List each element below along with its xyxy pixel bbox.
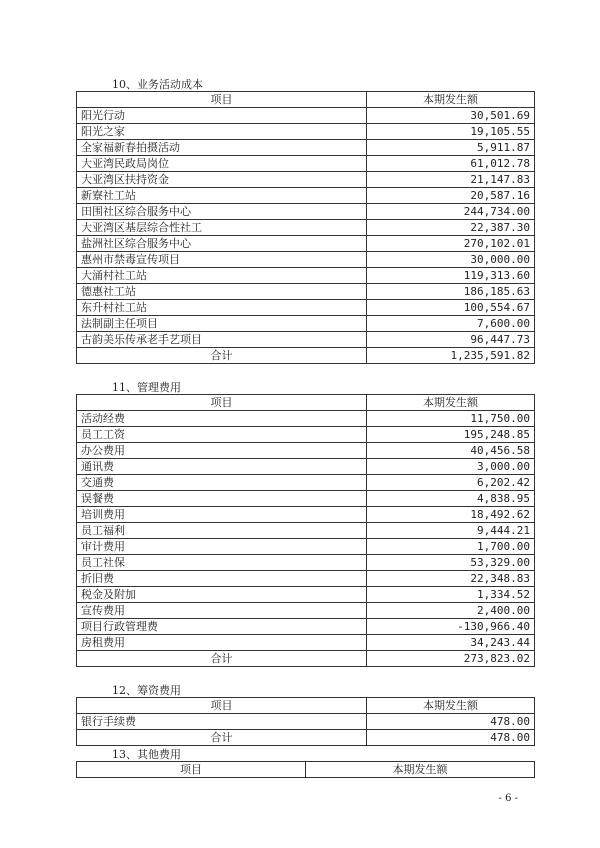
table-row	[77, 172, 535, 188]
row-amount: 22,348.83	[367, 571, 535, 587]
row-item: 培训费用	[77, 507, 367, 523]
table-row	[77, 316, 535, 332]
row-amount: 4,838.95	[367, 491, 535, 507]
table-row	[77, 188, 535, 204]
total-label: 合计	[77, 651, 367, 667]
row-amount: 3,000.00	[367, 459, 535, 475]
row-item: 活动经费	[77, 411, 367, 427]
total-row	[77, 730, 535, 746]
table-row	[77, 443, 535, 459]
row-item: 阳光之家	[77, 124, 367, 140]
table-row	[77, 427, 535, 443]
table-row	[77, 204, 535, 220]
column-header-item: 项目	[77, 395, 367, 411]
table-row	[77, 252, 535, 268]
row-amount: 5,911.87	[367, 140, 535, 156]
column-header-amount: 本期发生额	[306, 762, 535, 778]
row-item: 员工工资	[77, 427, 367, 443]
row-item: 全家福新春拍摄活动	[77, 140, 367, 156]
total-amount: 273,823.02	[367, 651, 535, 667]
table-row	[77, 523, 535, 539]
row-item: 项目行政管理费	[77, 619, 367, 635]
row-amount: 244,734.00	[367, 204, 535, 220]
business-cost-table	[76, 91, 535, 364]
header-row	[77, 395, 535, 411]
row-amount: 96,447.73	[367, 332, 535, 348]
row-amount: 186,185.63	[367, 284, 535, 300]
other-expense-table	[76, 761, 535, 778]
table-row	[77, 124, 535, 140]
column-header-item: 项目	[77, 698, 367, 714]
row-item: 员工福利	[77, 523, 367, 539]
table-row	[77, 571, 535, 587]
row-amount: 1,700.00	[367, 539, 535, 555]
row-item: 东升村社工站	[77, 300, 367, 316]
table-row	[77, 411, 535, 427]
column-header-amount: 本期发生额	[367, 395, 535, 411]
row-item: 大亚湾区基层综合性社工	[77, 220, 367, 236]
row-item: 员工社保	[77, 555, 367, 571]
table-row	[77, 236, 535, 252]
page-number: - 6 -	[498, 793, 518, 804]
total-row	[77, 651, 535, 667]
row-item: 德惠社工站	[77, 284, 367, 300]
row-item: 审计费用	[77, 539, 367, 555]
column-header-item: 项目	[77, 762, 306, 778]
table-row	[77, 555, 535, 571]
row-amount: 9,444.21	[367, 523, 535, 539]
section-10-title: 10、业务活动成本	[112, 78, 203, 91]
management-expense-table-body	[77, 395, 535, 667]
row-item: 大亚湾民政局岗位	[77, 156, 367, 172]
row-amount: -130,966.40	[367, 619, 535, 635]
row-item: 误餐费	[77, 491, 367, 507]
financing-expense-table	[76, 697, 535, 746]
row-amount: 20,587.16	[367, 188, 535, 204]
header-row	[77, 698, 535, 714]
row-amount: 21,147.83	[367, 172, 535, 188]
table-row	[77, 268, 535, 284]
row-amount: 22,387.30	[367, 220, 535, 236]
section-13-title: 13、其他费用	[112, 748, 181, 761]
total-row	[77, 348, 535, 364]
column-header-amount: 本期发生额	[367, 92, 535, 108]
total-amount: 478.00	[367, 730, 535, 746]
table-row	[77, 220, 535, 236]
row-amount: 7,600.00	[367, 316, 535, 332]
row-amount: 270,102.01	[367, 236, 535, 252]
table-row	[77, 539, 535, 555]
row-amount: 195,248.85	[367, 427, 535, 443]
table-row	[77, 284, 535, 300]
row-item: 办公费用	[77, 443, 367, 459]
section-11-title: 11、管理费用	[112, 381, 181, 394]
table-row	[77, 603, 535, 619]
row-amount: 478.00	[367, 714, 535, 730]
row-item: 惠州市禁毒宣传项目	[77, 252, 367, 268]
row-item: 银行手续费	[77, 714, 367, 730]
row-item: 盐洲社区综合服务中心	[77, 236, 367, 252]
financing-expense-table-body	[77, 698, 535, 746]
table-row	[77, 714, 535, 730]
row-amount: 1,334.52	[367, 587, 535, 603]
table-row	[77, 300, 535, 316]
row-amount: 19,105.55	[367, 124, 535, 140]
table-row	[77, 475, 535, 491]
row-amount: 100,554.67	[367, 300, 535, 316]
row-item: 房租费用	[77, 635, 367, 651]
total-amount: 1,235,591.82	[367, 348, 535, 364]
row-amount: 53,329.00	[367, 555, 535, 571]
other-expense-table-body	[77, 762, 535, 778]
row-item: 阳光行动	[77, 108, 367, 124]
row-item: 通讯费	[77, 459, 367, 475]
table-row	[77, 587, 535, 603]
row-item: 交通费	[77, 475, 367, 491]
header-row	[77, 762, 535, 778]
header-row	[77, 92, 535, 108]
management-expense-table	[76, 394, 535, 667]
row-amount: 61,012.78	[367, 156, 535, 172]
row-item: 折旧费	[77, 571, 367, 587]
row-item: 大亚湾区扶持资金	[77, 172, 367, 188]
total-label: 合计	[77, 348, 367, 364]
column-header-item: 项目	[77, 92, 367, 108]
table-row	[77, 491, 535, 507]
row-item: 田围社区综合服务中心	[77, 204, 367, 220]
table-row	[77, 507, 535, 523]
row-item: 法制副主任项目	[77, 316, 367, 332]
row-amount: 30,000.00	[367, 252, 535, 268]
row-item: 新寮社工站	[77, 188, 367, 204]
table-row	[77, 140, 535, 156]
row-amount: 30,501.69	[367, 108, 535, 124]
table-row	[77, 459, 535, 475]
column-header-amount: 本期发生额	[367, 698, 535, 714]
table-row	[77, 108, 535, 124]
row-amount: 119,313.60	[367, 268, 535, 284]
table-row	[77, 156, 535, 172]
table-row	[77, 332, 535, 348]
row-amount: 2,400.00	[367, 603, 535, 619]
table-row	[77, 619, 535, 635]
total-label: 合计	[77, 730, 367, 746]
row-amount: 40,456.58	[367, 443, 535, 459]
row-item: 大涌村社工站	[77, 268, 367, 284]
row-item: 古韵美乐传承老手艺项目	[77, 332, 367, 348]
table-row	[77, 635, 535, 651]
business-cost-table-body	[77, 92, 535, 364]
row-amount: 34,243.44	[367, 635, 535, 651]
section-12-title: 12、筹资费用	[112, 684, 181, 697]
row-amount: 11,750.00	[367, 411, 535, 427]
row-amount: 18,492.62	[367, 507, 535, 523]
row-item: 宣传费用	[77, 603, 367, 619]
row-amount: 6,202.42	[367, 475, 535, 491]
row-item: 税金及附加	[77, 587, 367, 603]
